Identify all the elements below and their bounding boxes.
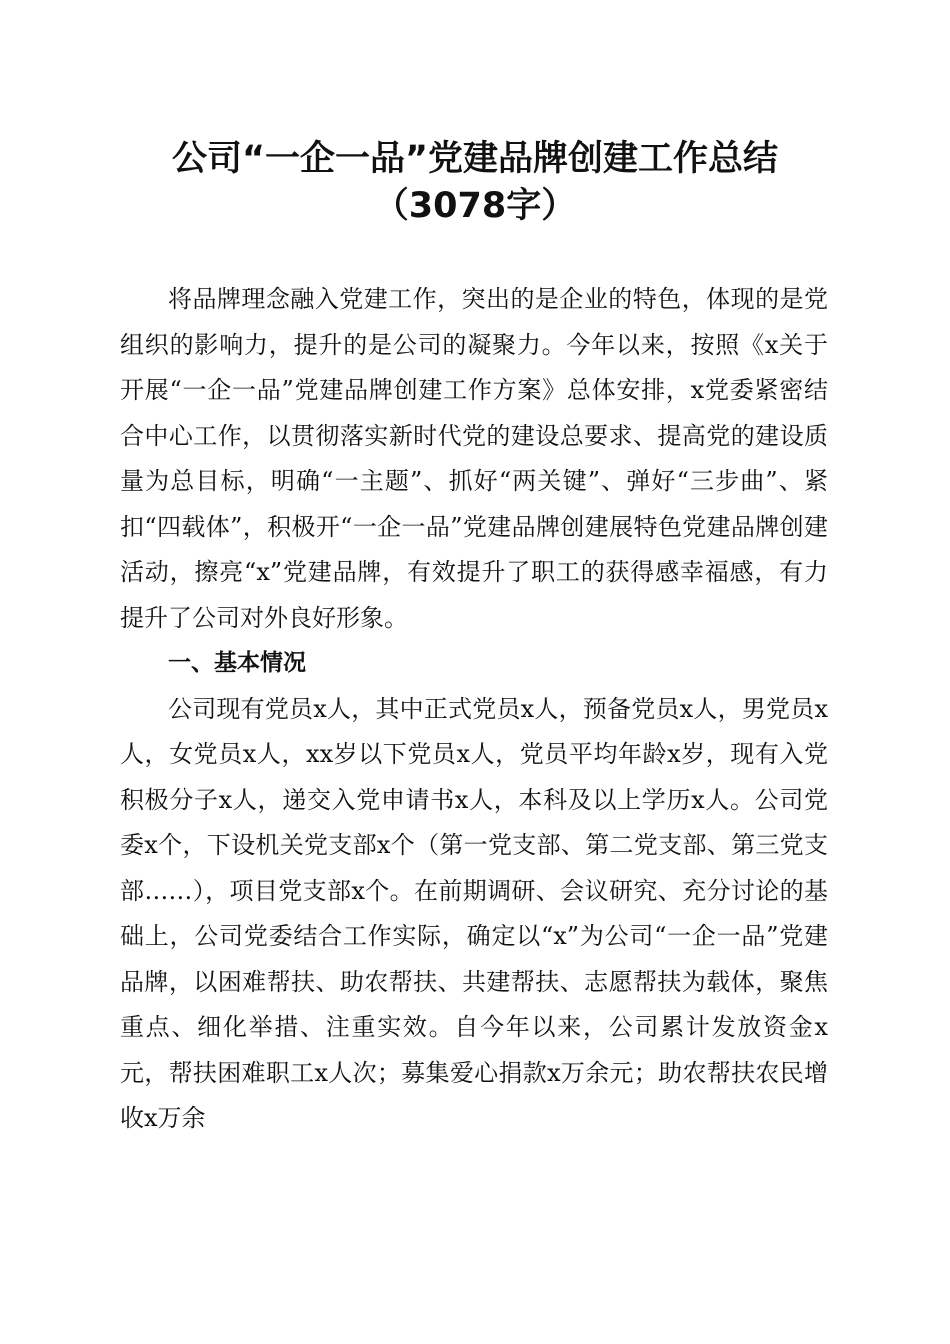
section1-paragraph: 公司现有党员x人，其中正式党员x人，预备党员x人，男党员x人，女党员x人，xx岁以下党员x人，党员平均年龄x岁，现有入党积极分子x人，递交入党申请书x人，本科及以上学历x人。公司党委x个，下设机关党支部x个（第一党支部、第二党支部、第三党支部……），项目党支部x个。在前期调研、会议研究、充分讨论的基础上，公司党委结合工作实际，确定以“x”为公司“一企一品”党建品牌，以困难帮扶、助农帮扶、共建帮扶、志愿帮扶为载体，聚焦重点、细化举措、注重实效。自今年以来，公司累计发放资金x元，帮扶困难职工x人次；募集爱心捐款x万余元；助农帮扶农民增收x万余	[120, 694, 828, 1132]
intro-paragraph: 将品牌理念融入党建工作，突出的是企业的特色，体现的是党组织的影响力，提升的是公司的凝聚力。今年以来，按照《x关于开展“一企一品”党建品牌创建工作方案》总体安排，x党委紧密结合中心工作，以贯彻落实新时代党的建设总要求、提高党的建设质量为总目标，明确“一主题”、抓好“两关键”、弹好“三步曲”、紧扣“四载体”，积极开“一企一品”党建品牌创建展特色党建品牌创建活动，擦亮“x”党建品牌，有效提升了职工的获得感幸福感，有力提升了公司对外良好形象。	[120, 285, 828, 632]
section-heading-basic-situation: 一、基本情况	[168, 650, 306, 676]
document-body	[120, 277, 828, 1142]
document-title-line1: 公司“一企一品”党建品牌创建工作总结	[171, 139, 778, 179]
document-title-line2: （3078字）	[373, 186, 577, 226]
